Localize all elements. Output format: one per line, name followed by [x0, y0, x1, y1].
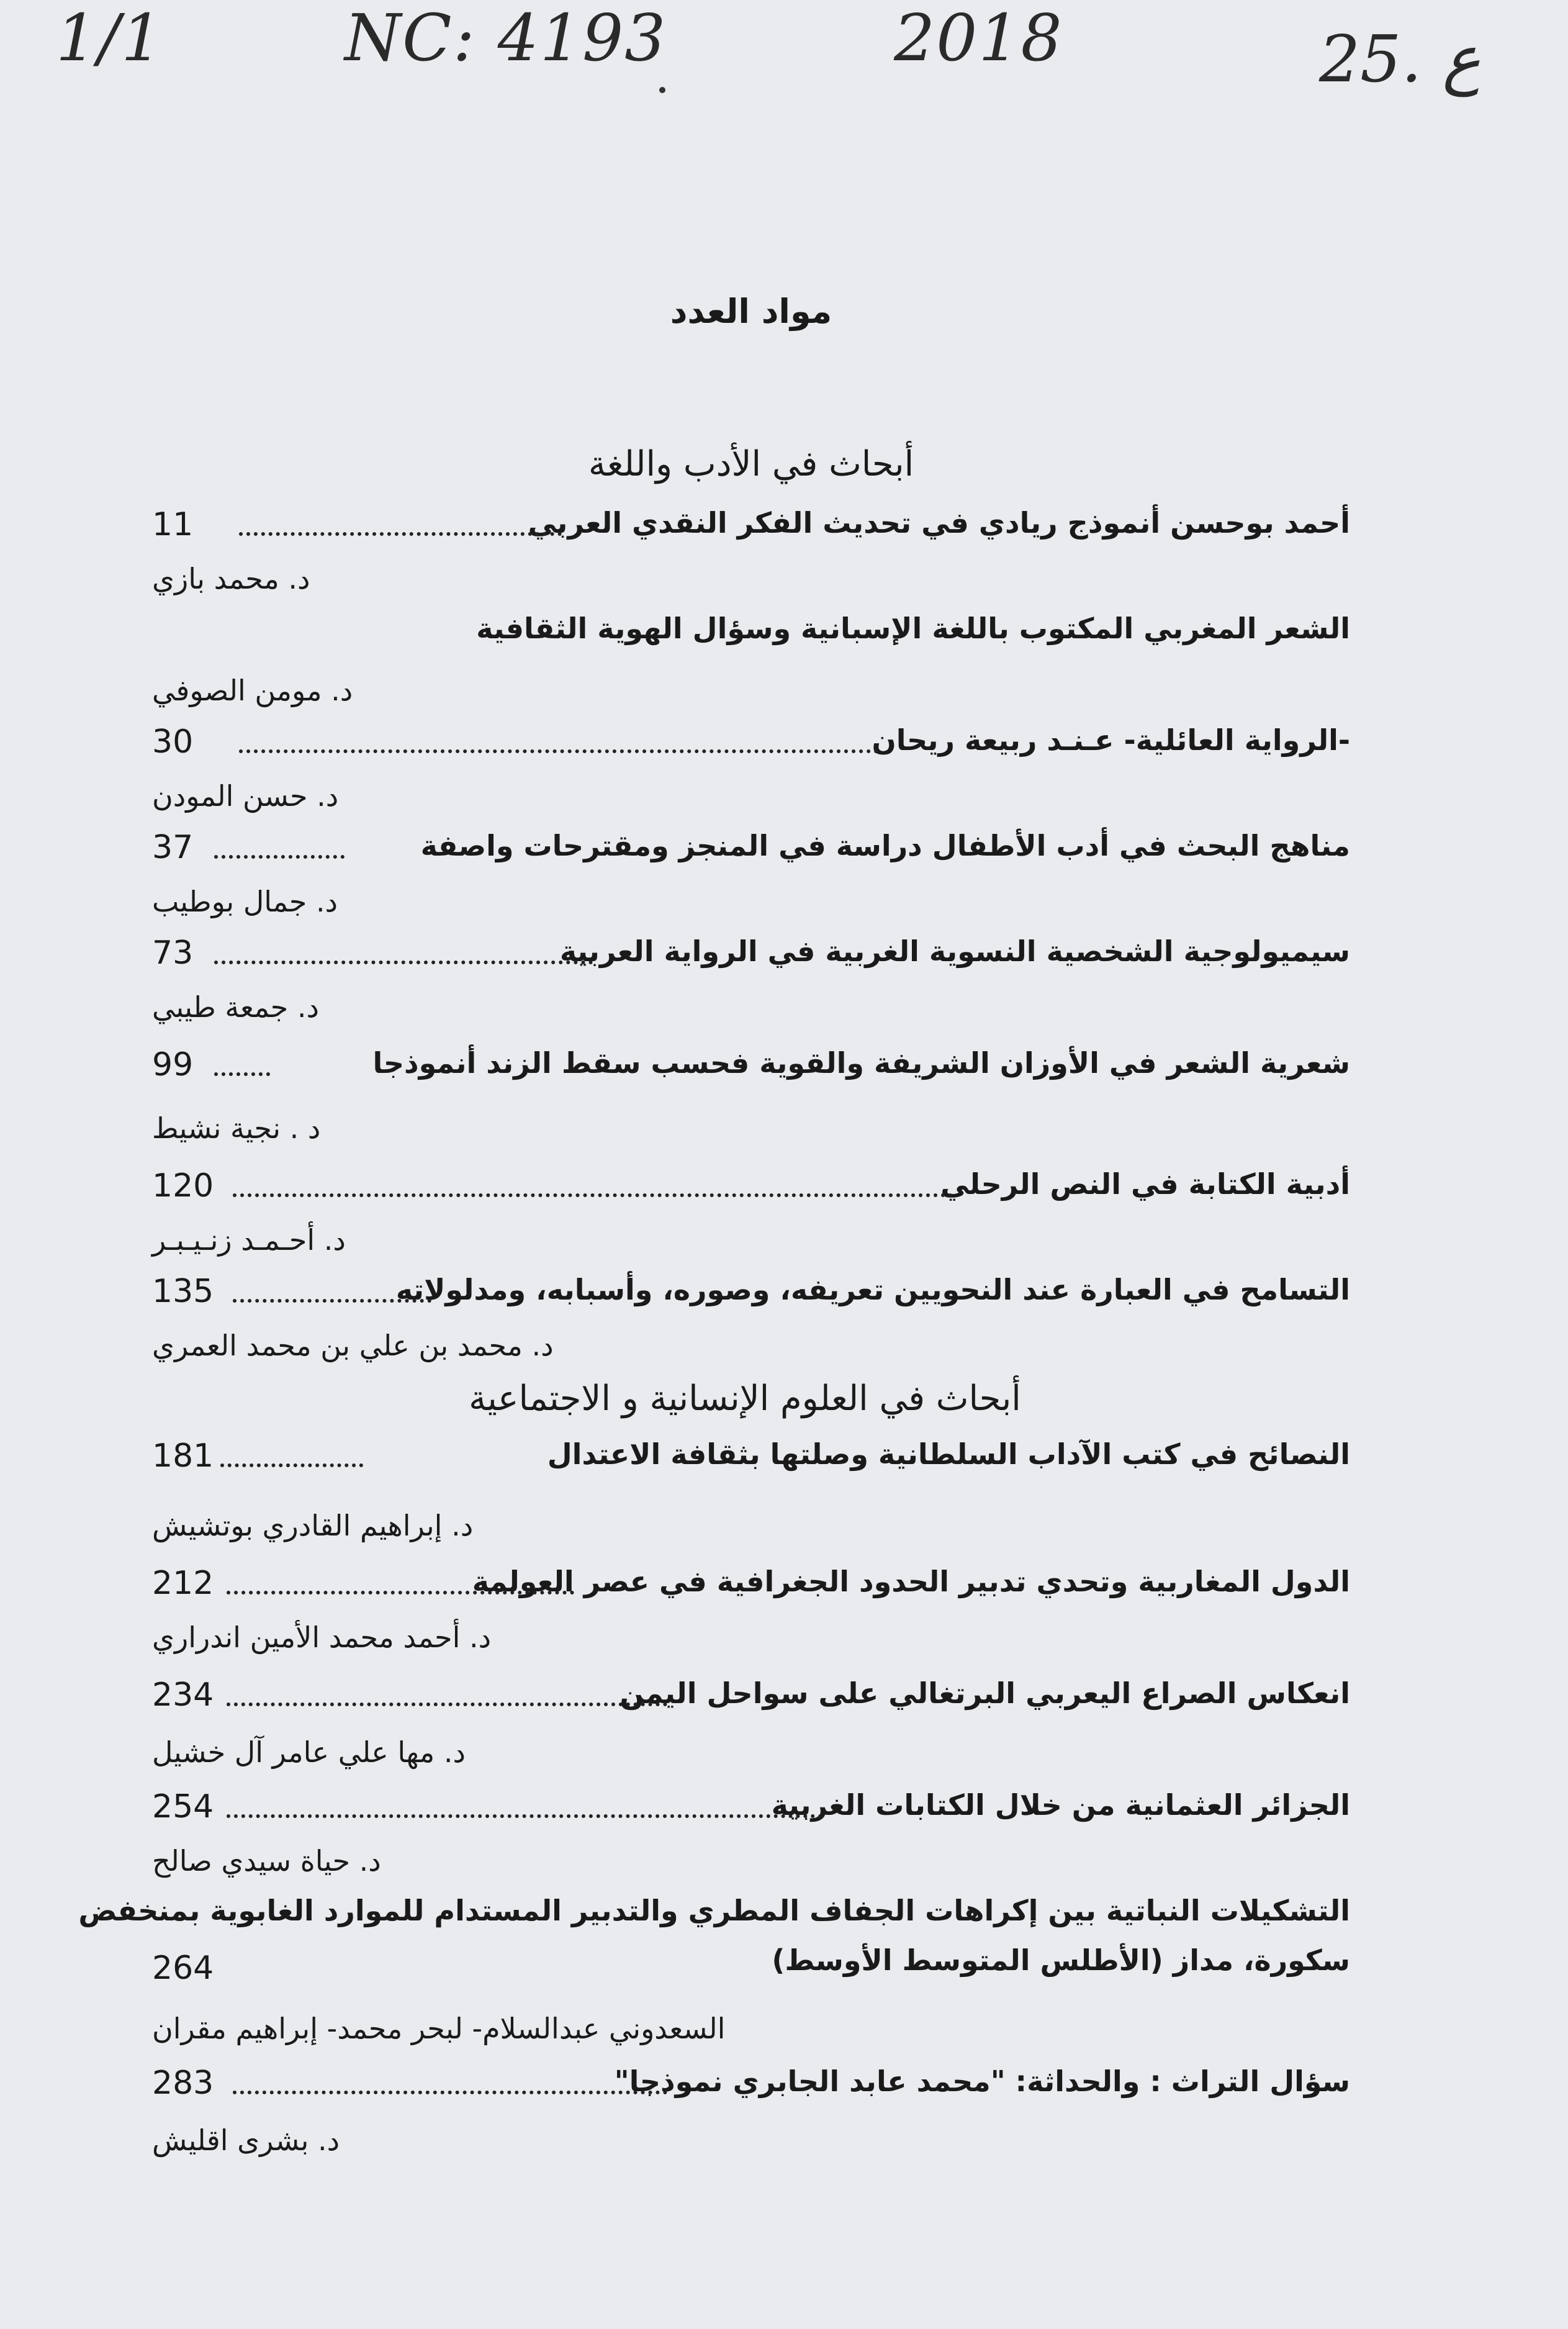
toc-entry [152, 829, 1350, 879]
entry-page: 37 [152, 829, 194, 866]
entry-page: 99 [152, 1046, 194, 1083]
toc-entry [152, 934, 1350, 984]
entry-title: شعرية الشعر في الأوزان الشريفة والقوية فحسب سقط الزند أنموذجا [372, 1046, 1350, 1080]
toc-entry [152, 1046, 1350, 1096]
handwritten-year: 2018 [894, 0, 1063, 76]
dot-leader [227, 1591, 574, 1594]
entry-page: 212 [152, 1565, 214, 1602]
page-title: مواد العدد [670, 292, 832, 331]
ink-dot [659, 87, 665, 93]
entry-page: 254 [152, 1788, 214, 1825]
toc-entry [152, 1676, 1350, 1726]
entry-title: انعكاس الصراع اليعربي البرتغالي على سواحل اليمن [620, 1676, 1350, 1710]
dot-leader [227, 1814, 822, 1818]
entry-page: 135 [152, 1273, 214, 1310]
entry-page: 120 [152, 1167, 214, 1205]
toc-entry [152, 1565, 1350, 1614]
entry-title: أحمد بوحسن أنموذج ريادي في تحديث الفكر النقدي العربي [528, 506, 1350, 540]
entry-page: 181 [152, 1437, 214, 1475]
dot-leader [220, 1463, 363, 1467]
entry-page: 11 [152, 506, 194, 543]
entry-author: د. أحمد محمد الأمين اندراري [152, 1621, 492, 1654]
entry-author: د. محمد بن علي بن محمد العمري [152, 1329, 554, 1362]
dot-leader [233, 2091, 667, 2094]
toc-entry-page-row [152, 1950, 1350, 1999]
dot-leader [227, 1703, 667, 1706]
toc-entry [152, 2064, 1350, 2114]
dot-leader [214, 855, 345, 859]
toc-entry [78, 1894, 1350, 1943]
toc-entry [152, 506, 1350, 556]
entry-author: د. بشرى اقليش [152, 2123, 340, 2157]
toc-entry [152, 1788, 1350, 1838]
handwritten-fraction: 1/1 [56, 0, 164, 76]
dot-leader [239, 749, 878, 753]
dot-leader [214, 1072, 270, 1076]
section-literature-language: أبحاث في الأدب واللغة [588, 444, 914, 484]
toc-entry [152, 1167, 1350, 1217]
handwritten-code: NC: 4193 [345, 0, 667, 76]
entry-title: النصائح في كتب الآداب السلطانية وصلتها بثقافة الاعتدال [547, 1437, 1350, 1471]
entry-author: د. إبراهيم القادري بوتشيش [152, 1509, 474, 1542]
entry-page: 30 [152, 723, 194, 761]
entry-title: -الرواية العائلية- عـنـد ربيعة ريحان [872, 723, 1350, 757]
entry-author: د. أحـمـد زنـيـبـر [152, 1223, 346, 1257]
entry-author: د. مومن الصوفي [152, 674, 353, 707]
entry-author: د . نجية نشيط [152, 1111, 321, 1145]
toc-entry [152, 1437, 1350, 1487]
entry-author: د. مها علي عامر آل خشيل [152, 1735, 466, 1769]
entry-author: السعدوني عبدالسلام- لبحر محمد- إبراهيم مقران [152, 2012, 726, 2045]
entry-title: الشعر المغربي المكتوب باللغة الإسبانية وسؤال الهوية الثقافية [476, 612, 1350, 645]
entry-title-line2: سكورة، مداز (الأطلس المتوسط الأوسط) [772, 1943, 1350, 1977]
entry-title: الدول المغاربية وتحدي تدبير الحدود الجغرافية في عصر العولمة [472, 1565, 1350, 1598]
entry-page: 234 [152, 1676, 214, 1714]
entry-title: مناهج البحث في أدب الأطفال دراسة في المنجز ومقترحات واصفة [420, 829, 1350, 862]
toc-entry [152, 723, 1350, 773]
entry-title: سيميولوجية الشخصية النسوية الغربية في الرواية العربية [559, 934, 1350, 968]
entry-title: التسامح في العبارة عند النحويين تعريفه، وصوره، وأسبابه، ومدلولاته [395, 1273, 1350, 1306]
entry-title: سؤال التراث : والحداثة: "محمد عابد الجابري نموذجا" [614, 2064, 1350, 2098]
entry-title: الجزائر العثمانية من خلال الكتابات الغربية [771, 1788, 1350, 1822]
dot-leader [214, 961, 593, 964]
dot-leader [239, 532, 562, 536]
entry-page: 264 [152, 1950, 214, 1987]
entry-title: التشكيلات النباتية بين إكراهات الجفاف المطري والتدبير المستدام للموارد الغابوية بمنخفض [78, 1894, 1350, 1927]
section-human-social-sciences: أبحاث في العلوم الإنسانية و الاجتماعية [469, 1378, 1021, 1419]
dot-leader [233, 1193, 953, 1197]
entry-author: د. جمال بوطيب [152, 885, 338, 918]
handwritten-shelf: 25. ع [1319, 21, 1481, 97]
entry-page: 283 [152, 2064, 214, 2102]
entry-title: أدبية الكتابة في النص الرحلي [940, 1167, 1350, 1201]
dot-leader [233, 1299, 431, 1303]
entry-author: د. جمعة طيبي [152, 990, 319, 1024]
entry-author: د. حسن المودن [152, 779, 339, 813]
entry-author: د. محمد بازي [152, 562, 310, 595]
entry-author: د. حياة سيدي صالح [152, 1844, 381, 1878]
toc-entry [152, 1273, 1350, 1323]
entry-page: 73 [152, 934, 194, 972]
toc-entry [152, 612, 1350, 661]
